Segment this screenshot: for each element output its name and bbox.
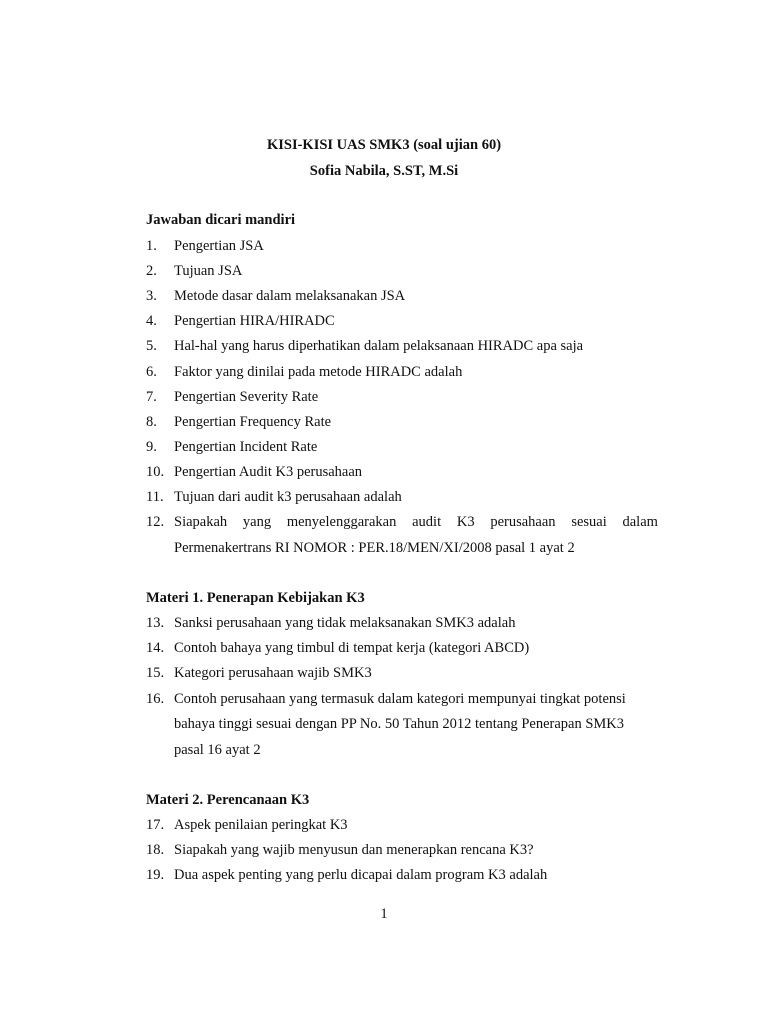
item-text: Faktor yang dinilai pada metode HIRADC adalah	[174, 364, 463, 380]
item-number: 14.	[146, 640, 165, 656]
item-text: Sanksi perusahaan yang tidak melaksanakan SMK3 adalah	[174, 615, 516, 631]
section-heading-jawaban: Jawaban dicari mandiri	[146, 212, 296, 228]
item-text: Dua aspek penting yang perlu dicapai dalam program K3 adalah	[174, 867, 548, 883]
item-text: Tujuan JSA	[174, 263, 243, 279]
item-number: 9.	[146, 439, 157, 455]
item-text-justified	[174, 514, 658, 531]
section-heading-materi-2: Materi 2. Perencanaan K3	[146, 792, 310, 808]
item-text: Hal-hal yang harus diperhatikan dalam pelaksanaan HIRADC apa saja	[174, 338, 584, 354]
item-text: Aspek penilaian peringkat K3	[174, 817, 348, 833]
item-text: Pengertian Frequency Rate	[174, 414, 332, 430]
item-number: 15.	[146, 665, 165, 681]
item-text: Siapakah yang wajib menyusun dan menerapkan rencana K3?	[174, 842, 534, 858]
item-number: 13.	[146, 615, 165, 631]
document-title: KISI-KISI UAS SMK3 (soal ujian 60)	[266, 137, 502, 153]
item-text: Pengertian JSA	[174, 238, 264, 254]
item-number: 8.	[146, 414, 157, 430]
item-text-continuation: bahaya tinggi sesuai dengan PP No. 50 Tahun 2012 tentang Penerapan SMK3	[174, 716, 625, 732]
item-word: K3	[456, 514, 475, 530]
item-number: 10.	[146, 464, 165, 480]
item-word: dalam	[622, 514, 658, 530]
item-word: yang	[242, 514, 272, 530]
item-text: Contoh perusahaan yang termasuk dalam kategori mempunyai tingkat potensi	[174, 691, 626, 707]
item-text: Kategori perusahaan wajib SMK3	[174, 665, 372, 681]
item-number: 17.	[146, 817, 165, 833]
item-number: 18.	[146, 842, 165, 858]
item-text: Metode dasar dalam melaksanakan JSA	[174, 288, 406, 304]
item-word: menyelenggarakan	[286, 514, 397, 530]
section-heading-materi-1: Materi 1. Penerapan Kebijakan K3	[146, 590, 365, 606]
item-number: 16.	[146, 691, 165, 707]
item-number: 7.	[146, 389, 157, 405]
item-text-continuation: Permenakertrans RI NOMOR : PER.18/MEN/XI/2008 pasal 1 ayat 2	[174, 540, 575, 556]
item-number: 1.	[146, 238, 157, 254]
item-word: sesuai	[571, 514, 607, 530]
item-text: Pengertian Incident Rate	[174, 439, 318, 455]
item-word: audit	[412, 514, 442, 530]
item-number: 2.	[146, 263, 157, 279]
item-text: Contoh bahaya yang timbul di tempat kerja (kategori ABCD)	[174, 640, 530, 656]
item-number: 11.	[146, 489, 164, 505]
item-text: Pengertian Severity Rate	[174, 389, 319, 405]
item-text: Pengertian Audit K3 perusahaan	[174, 464, 363, 480]
item-number: 19.	[146, 867, 165, 883]
document-author: Sofia Nabila, S.ST, M.Si	[309, 163, 459, 179]
item-number: 3.	[146, 288, 157, 304]
item-number: 12.	[146, 514, 165, 530]
item-word: Siapakah	[174, 514, 228, 530]
item-text-continuation: pasal 16 ayat 2	[174, 742, 261, 758]
item-text: Pengertian HIRA/HIRADC	[174, 313, 335, 329]
item-number: 5.	[146, 338, 157, 354]
item-word: perusahaan	[490, 514, 556, 530]
item-number: 4.	[146, 313, 157, 329]
item-number: 6.	[146, 364, 157, 380]
item-text: Tujuan dari audit k3 perusahaan adalah	[174, 489, 402, 505]
page-number: 1	[380, 906, 388, 922]
